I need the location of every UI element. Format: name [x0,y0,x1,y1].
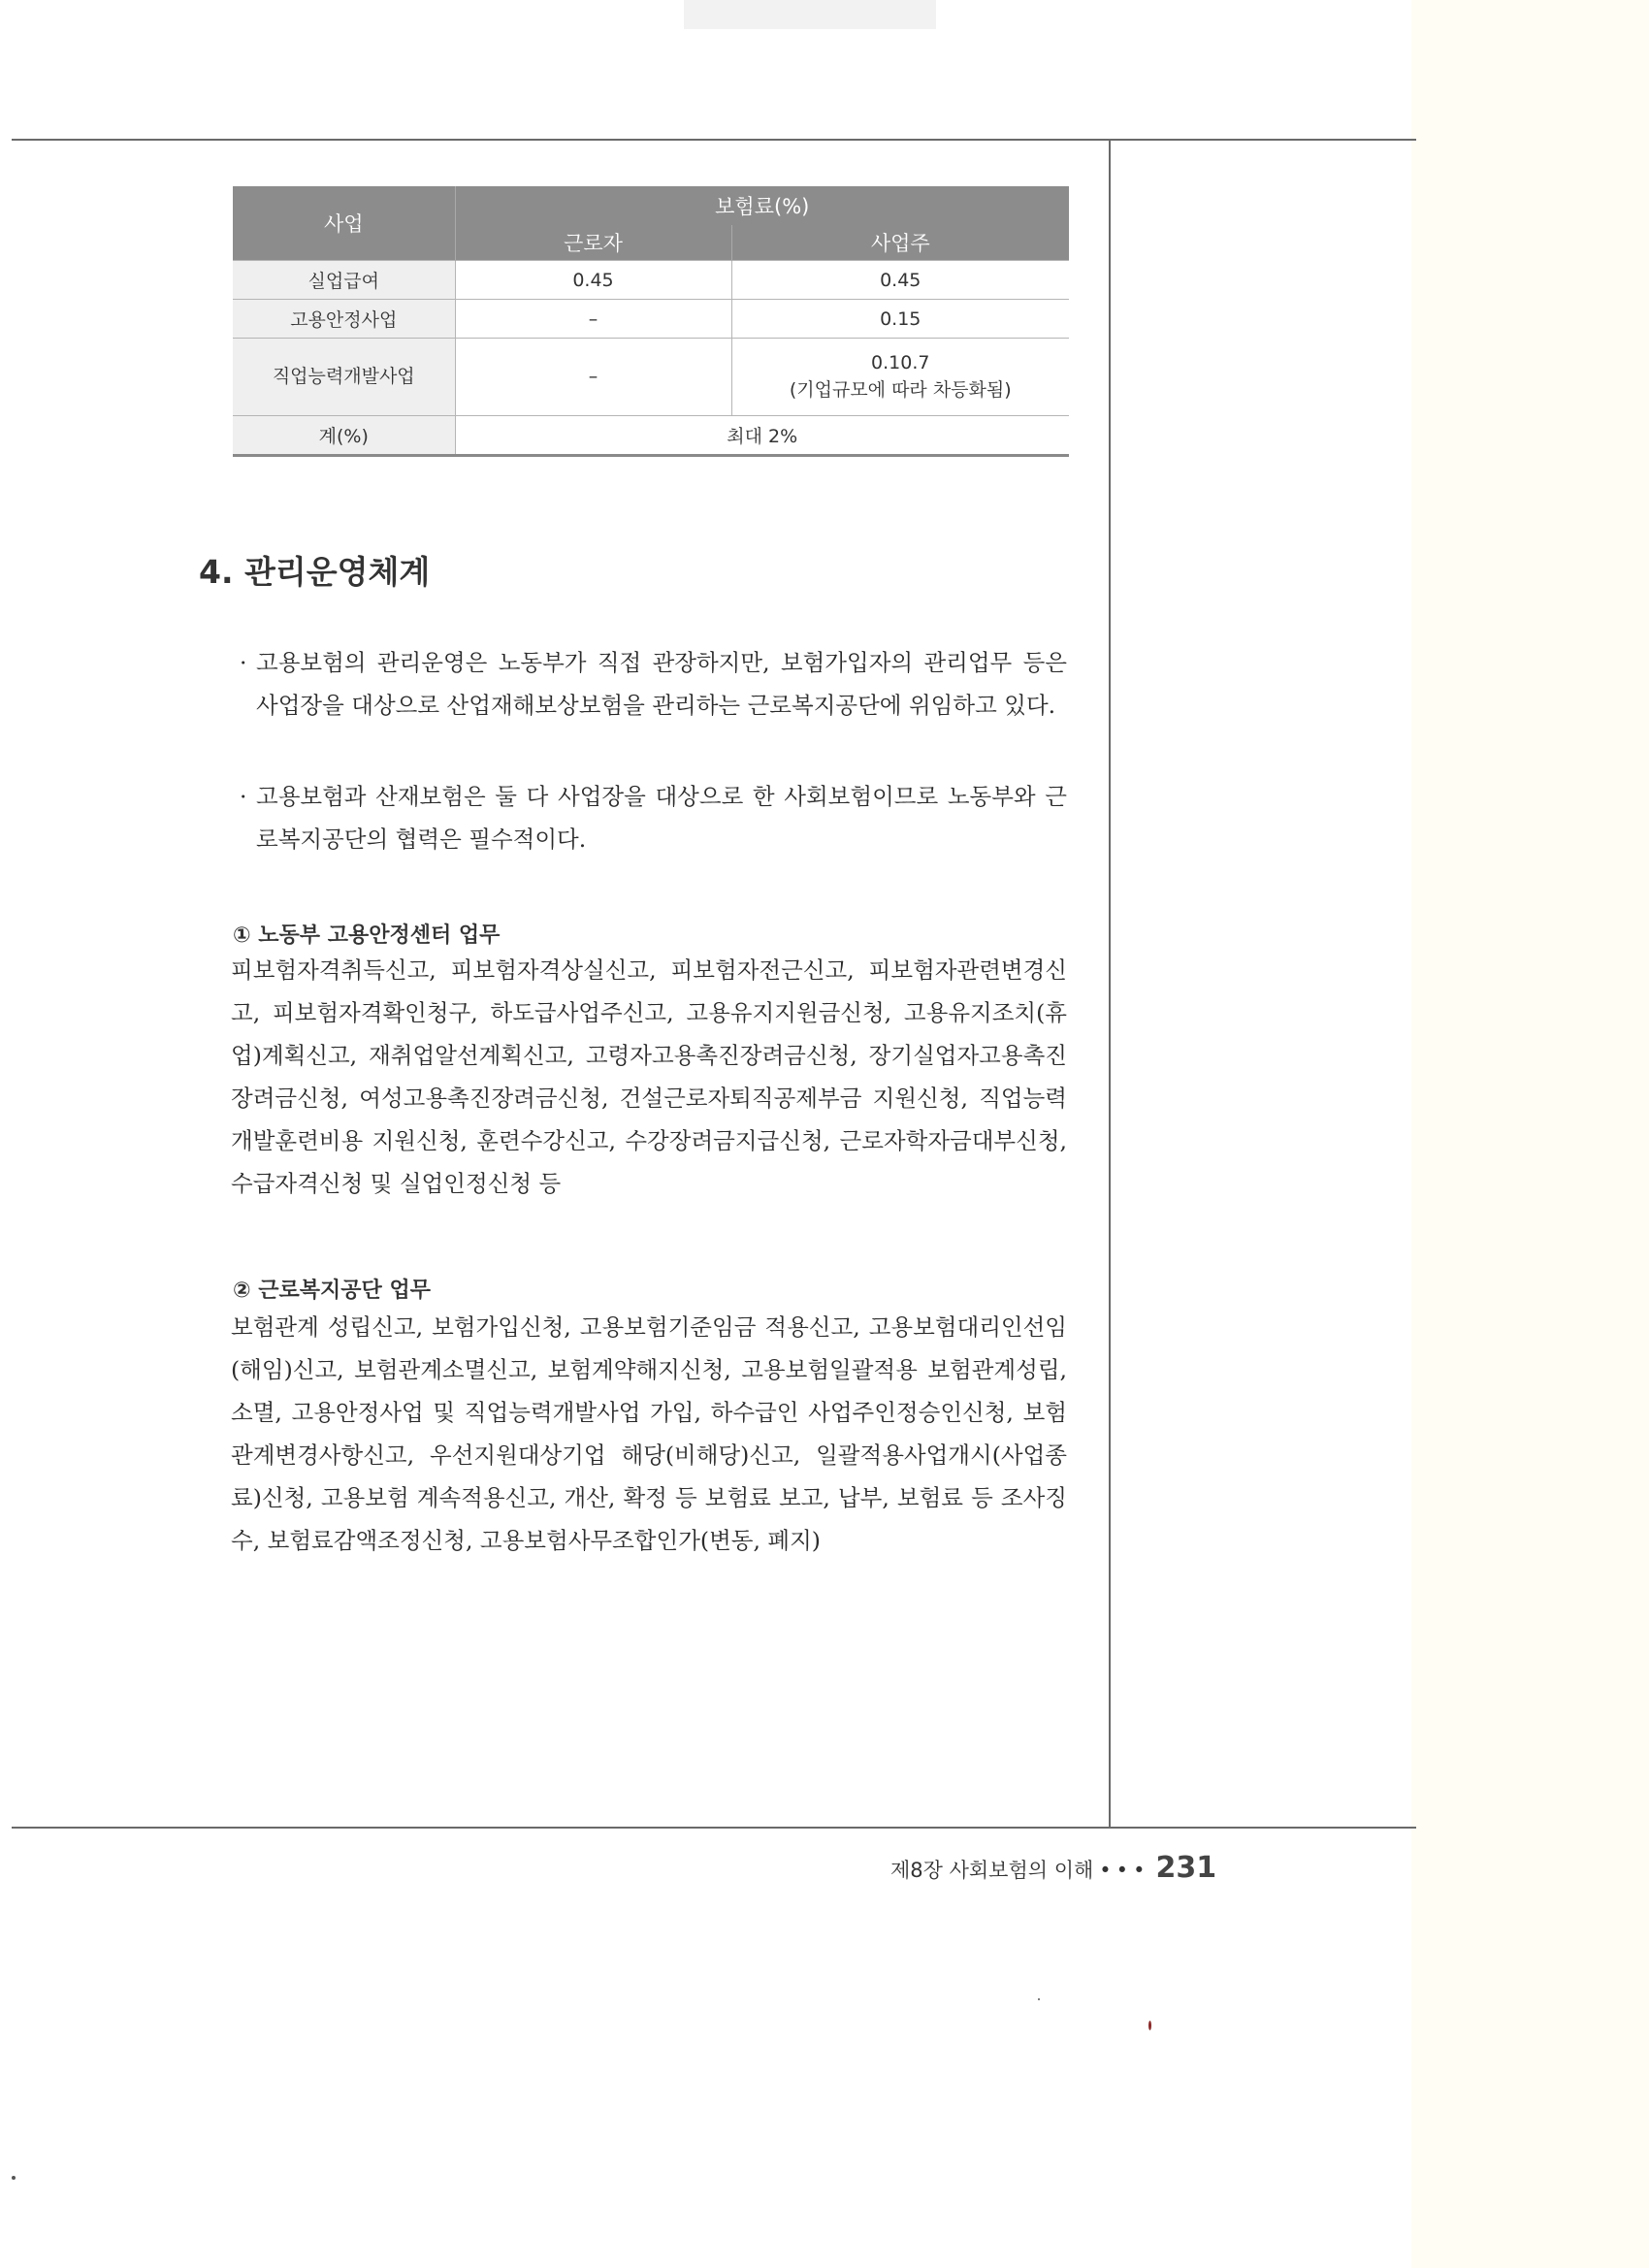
employer-rate-note: (기업규모에 따라 차등화됨) [789,378,1012,401]
right-margin-rule [1109,139,1111,1827]
bullet-item [240,641,1067,727]
worker-rate: 0.45 [455,261,731,300]
section-title: 4. 관리운영체계 [199,553,431,591]
chapter-title: 제8장 사회보험의 이해 [890,1859,1094,1882]
header-business: 사업 [233,186,455,261]
top-rule [12,139,1416,141]
page-footer [890,1851,1216,1885]
subsection-body-labor-ministry: 피보험자격취득신고, 피보험자격상실신고, 피보험자전근신고, 피보험자관련변경신고, 피보험자격확인청구, 하도급사업주신고, 고용유지지원금신청, 고용유지조치(휴업)계획신고, 재취업알선계획신고, 고령자고용촉진장려금신청, 장기실업자고용촉진장려금신청, 여성고용촉진장려금신청, 건설근로자퇴직공제부금 지원신청, 직업능력개발훈련비용 지원신청, 훈련수강신고, 수강장려금지급신청, 근로자학자금대부신청, 수급자격신청 및 실업인정신청 등 [231,956,1067,1197]
header-worker: 근로자 [455,225,731,261]
page-edge-tint [1411,0,1649,2268]
table-row [233,300,1069,339]
bullet-mark: · [240,649,247,676]
scan-speck [12,2176,16,2180]
worker-rate: – [455,300,731,339]
row-name: 실업급여 [233,261,455,300]
bullet-text: 고용보험과 산재보험은 둘 다 사업장을 대상으로 한 사회보험이므로 노동부와 근로복지공단의 협력은 필수적이다. [256,783,1067,853]
subsection-body-welfare-service: 보험관계 성립신고, 보험가입신청, 고용보험기준임금 적용신고, 고용보험대리인선임(해임)신고, 보험관계소멸신고, 보험계약해지신청, 고용보험일괄적용 보험관계성립, 소멸, 고용안정사업 및 직업능력개발사업 가입, 하수급인 사업주인정승인신청, 보험관계변경사항신고, 우선지원대상기업 해당(비해당)신고, 일괄적용사업개시(사업종료)신청, 고용보험 계속적용신고, 개산, 확정 등 보험료 보고, 납부, 보험료 등 조사징수, 보험료감액조정신청, 고용보험사무조합인가(변동, 폐지) [231,1313,1067,1554]
scan-smudge [684,0,936,29]
employer-rate-cell [731,339,1069,416]
row-name: 고용안정사업 [233,300,455,339]
insurance-rate-table [233,186,1069,457]
row-name: 직업능력개발사업 [233,339,455,416]
header-employer: 사업주 [731,225,1069,261]
bottom-rule [12,1827,1416,1829]
employer-rate: 0.15 [731,300,1069,339]
scan-speck [1148,2021,1151,2030]
table-row [233,261,1069,300]
table-row [233,339,1069,416]
footer-dots: ••• [1099,1859,1150,1882]
worker-rate: – [455,339,731,416]
scan-speck [1038,1998,1040,2000]
header-premium: 보험료(%) [455,186,1069,225]
employer-rate: 0.10.7 [871,351,930,373]
bullet-item [240,775,1067,860]
subsection-heading-welfare-service: ② 근로복지공단 업무 [233,1279,431,1303]
employer-rate: 0.45 [731,261,1069,300]
total-label: 계(%) [233,416,455,456]
table-total-row [233,416,1069,456]
total-value: 최대 2% [455,416,1069,456]
page-number: 231 [1155,1851,1217,1885]
bullet-mark: · [240,783,247,810]
subsection-heading-labor-ministry: ① 노동부 고용안정센터 업무 [233,923,501,948]
bullet-text: 고용보험의 관리운영은 노동부가 직접 관장하지만, 보험가입자의 관리업무 등은 사업장을 대상으로 산업재해보상보험을 관리하는 근로복지공단에 위임하고 있다. [256,649,1067,719]
